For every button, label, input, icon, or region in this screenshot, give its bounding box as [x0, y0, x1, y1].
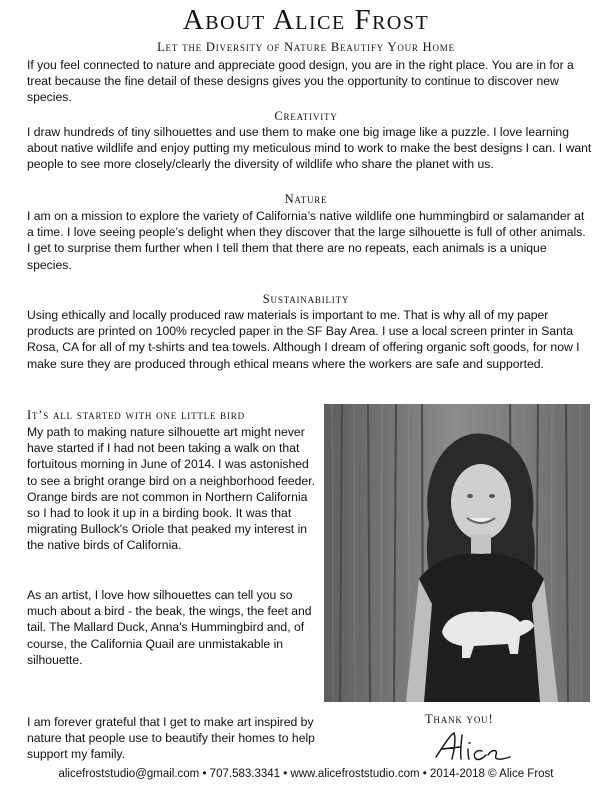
handwritten-signature: [430, 727, 520, 767]
sustainability-paragraph: Using ethically and locally produced raw materials is important to me. That is why all of my paper products are printed on 100% recycled paper in the SF Bay Area. I use a local screen printer in Santa Rosa, CA for all of my t-shirts and tea towels. Although I dream of offering organic soft goods, for now I make sure they are produced through ethical means where the workers are safe and supported.: [27, 308, 580, 371]
nature-heading: Nature: [284, 192, 328, 206]
bird-story-paragraph-2: As an artist, I love how silhouettes can tell you so much about a bird - the beak, the wings, the feet and tail. The Mallard Duck, Anna's Hummingbird and, of course, the California Quail are unmistakable in silhouette.: [27, 588, 312, 667]
thank-you-note: Thank you!: [425, 712, 494, 726]
footer-contact: alicefroststudio@gmail.com • 707.583.3341 • www.alicefroststudio.com • 2014-2018 © Alice Frost: [58, 768, 554, 780]
sustainability-heading: Sustainability: [262, 292, 350, 306]
bird-story-paragraph-3: I am forever grateful that I get to make art inspired by nature that people use to beautify their homes to help support my family.: [27, 715, 315, 762]
intro-paragraph: If you feel connected to nature and appreciate good design, you are in the right place. You are in for a treat because the fine detail of these designs gives you the opportunity to continue to discover new species.: [27, 58, 574, 105]
bird-story-paragraph-1: My path to making nature silhouette art might never have started if I had not been taking a walk on that fortuitous morning in June of 2014. I was astonished to see a bright orange bird on a neighborhood feeder. Orange birds are not common in Northern California so I had to look it up in a birding book. It was that migrating Bullock's Oriole that peaked my interest in the native birds of California.: [27, 425, 315, 553]
tagline: Let the Diversity of Nature Beautify Your Home: [157, 40, 455, 54]
bird-story-heading: It’s all started with one little bird: [27, 408, 245, 422]
portrait-photo: [324, 404, 590, 702]
page-title: About Alice Frost: [182, 4, 430, 36]
creativity-heading: Creativity: [274, 109, 338, 123]
creativity-paragraph: I draw hundreds of tiny silhouettes and use them to make one big image like a puzzle. I love learning about native wildlife and enjoy putting my meticulous mind to work to make the best designs I can. I want people to see more closely/clearly the diversity of wildlife who share the planet with us.: [27, 125, 592, 172]
nature-paragraph: I am on a mission to explore the variety of California’s native wildlife one hummingbird or salamander at a time. I love seeing people’s delight when they discover that the large silhouette is full of other animals. I get to surprise them further when I tell them that there are no repeats, each animals is a unique species.: [27, 209, 586, 272]
